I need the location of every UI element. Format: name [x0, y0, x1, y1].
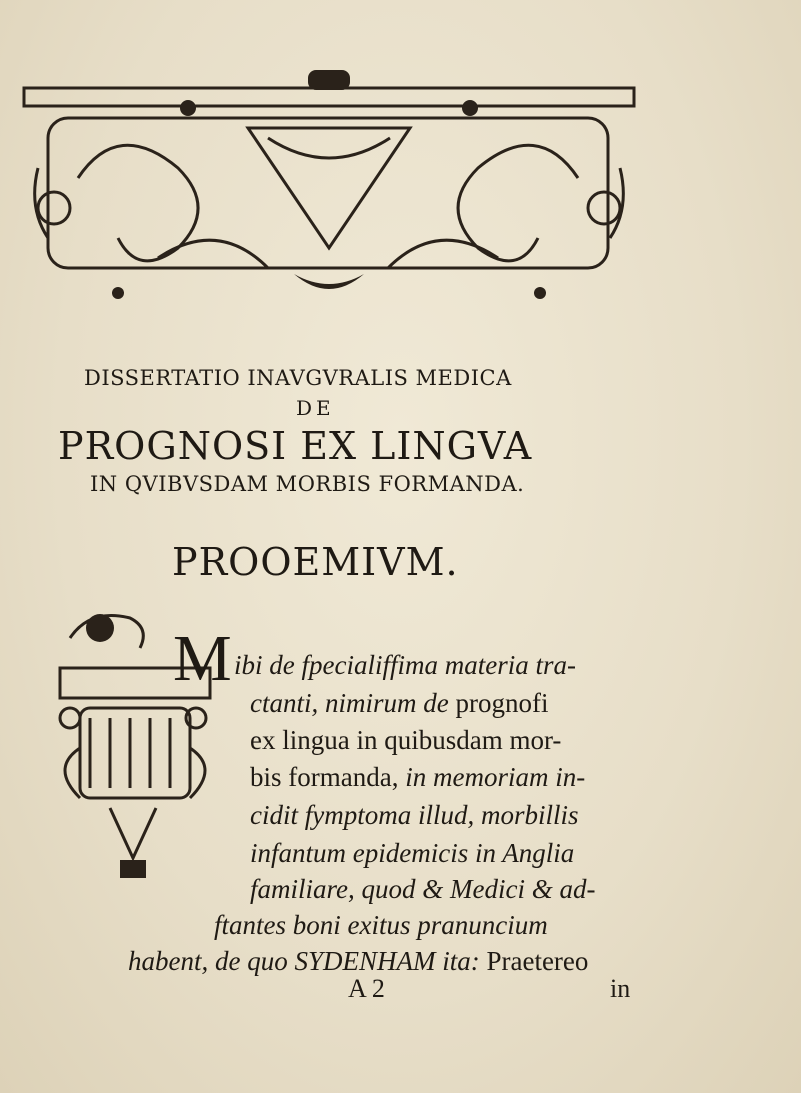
title-line-4: IN QVIBVSDAM MORBIS FORMANDA.: [90, 472, 525, 496]
body-line-9-roman: Praetereo: [479, 946, 589, 976]
body-line-7: familiare, quod & Medici & ad-: [250, 874, 596, 904]
body-line-4: [250, 762, 585, 793]
body-line-9-italic: habent, de quo SYDENHAM ita:: [128, 946, 480, 976]
signature-mark: A 2: [348, 974, 385, 1003]
body-line-6: infantum epidemicis in Anglia: [250, 838, 575, 868]
title-line-2: DE: [296, 396, 335, 420]
section-heading: PROOEMIVM.: [172, 540, 459, 584]
drop-cap-initial: M: [173, 622, 232, 695]
catchword: in: [610, 974, 631, 1003]
body-line-2: [250, 688, 548, 719]
body-line-9: [128, 946, 588, 977]
body-line-5: cidit fymptoma illud, morbillis: [250, 800, 579, 830]
body-line-4-roman: bis formanda,: [250, 762, 406, 792]
body-line-1: ibi de fpecialiffima materia tra-: [234, 650, 576, 680]
ornamental-headpiece-icon: [18, 58, 640, 308]
body-line-2-roman: prognofi: [448, 688, 549, 718]
title-line-1: DISSERTATIO INAVGVRALIS MEDICA: [84, 366, 512, 390]
body-line-2-italic: ctanti, nimirum de: [250, 688, 449, 718]
title-line-3: PROGNOSI EX LINGVA: [58, 424, 533, 468]
body-line-4-italic: in memoriam in-: [405, 762, 586, 792]
body-line-3: ex lingua in quibusdam mor-: [250, 725, 562, 755]
body-line-8: ftantes boni exitus pranuncium: [214, 910, 548, 940]
